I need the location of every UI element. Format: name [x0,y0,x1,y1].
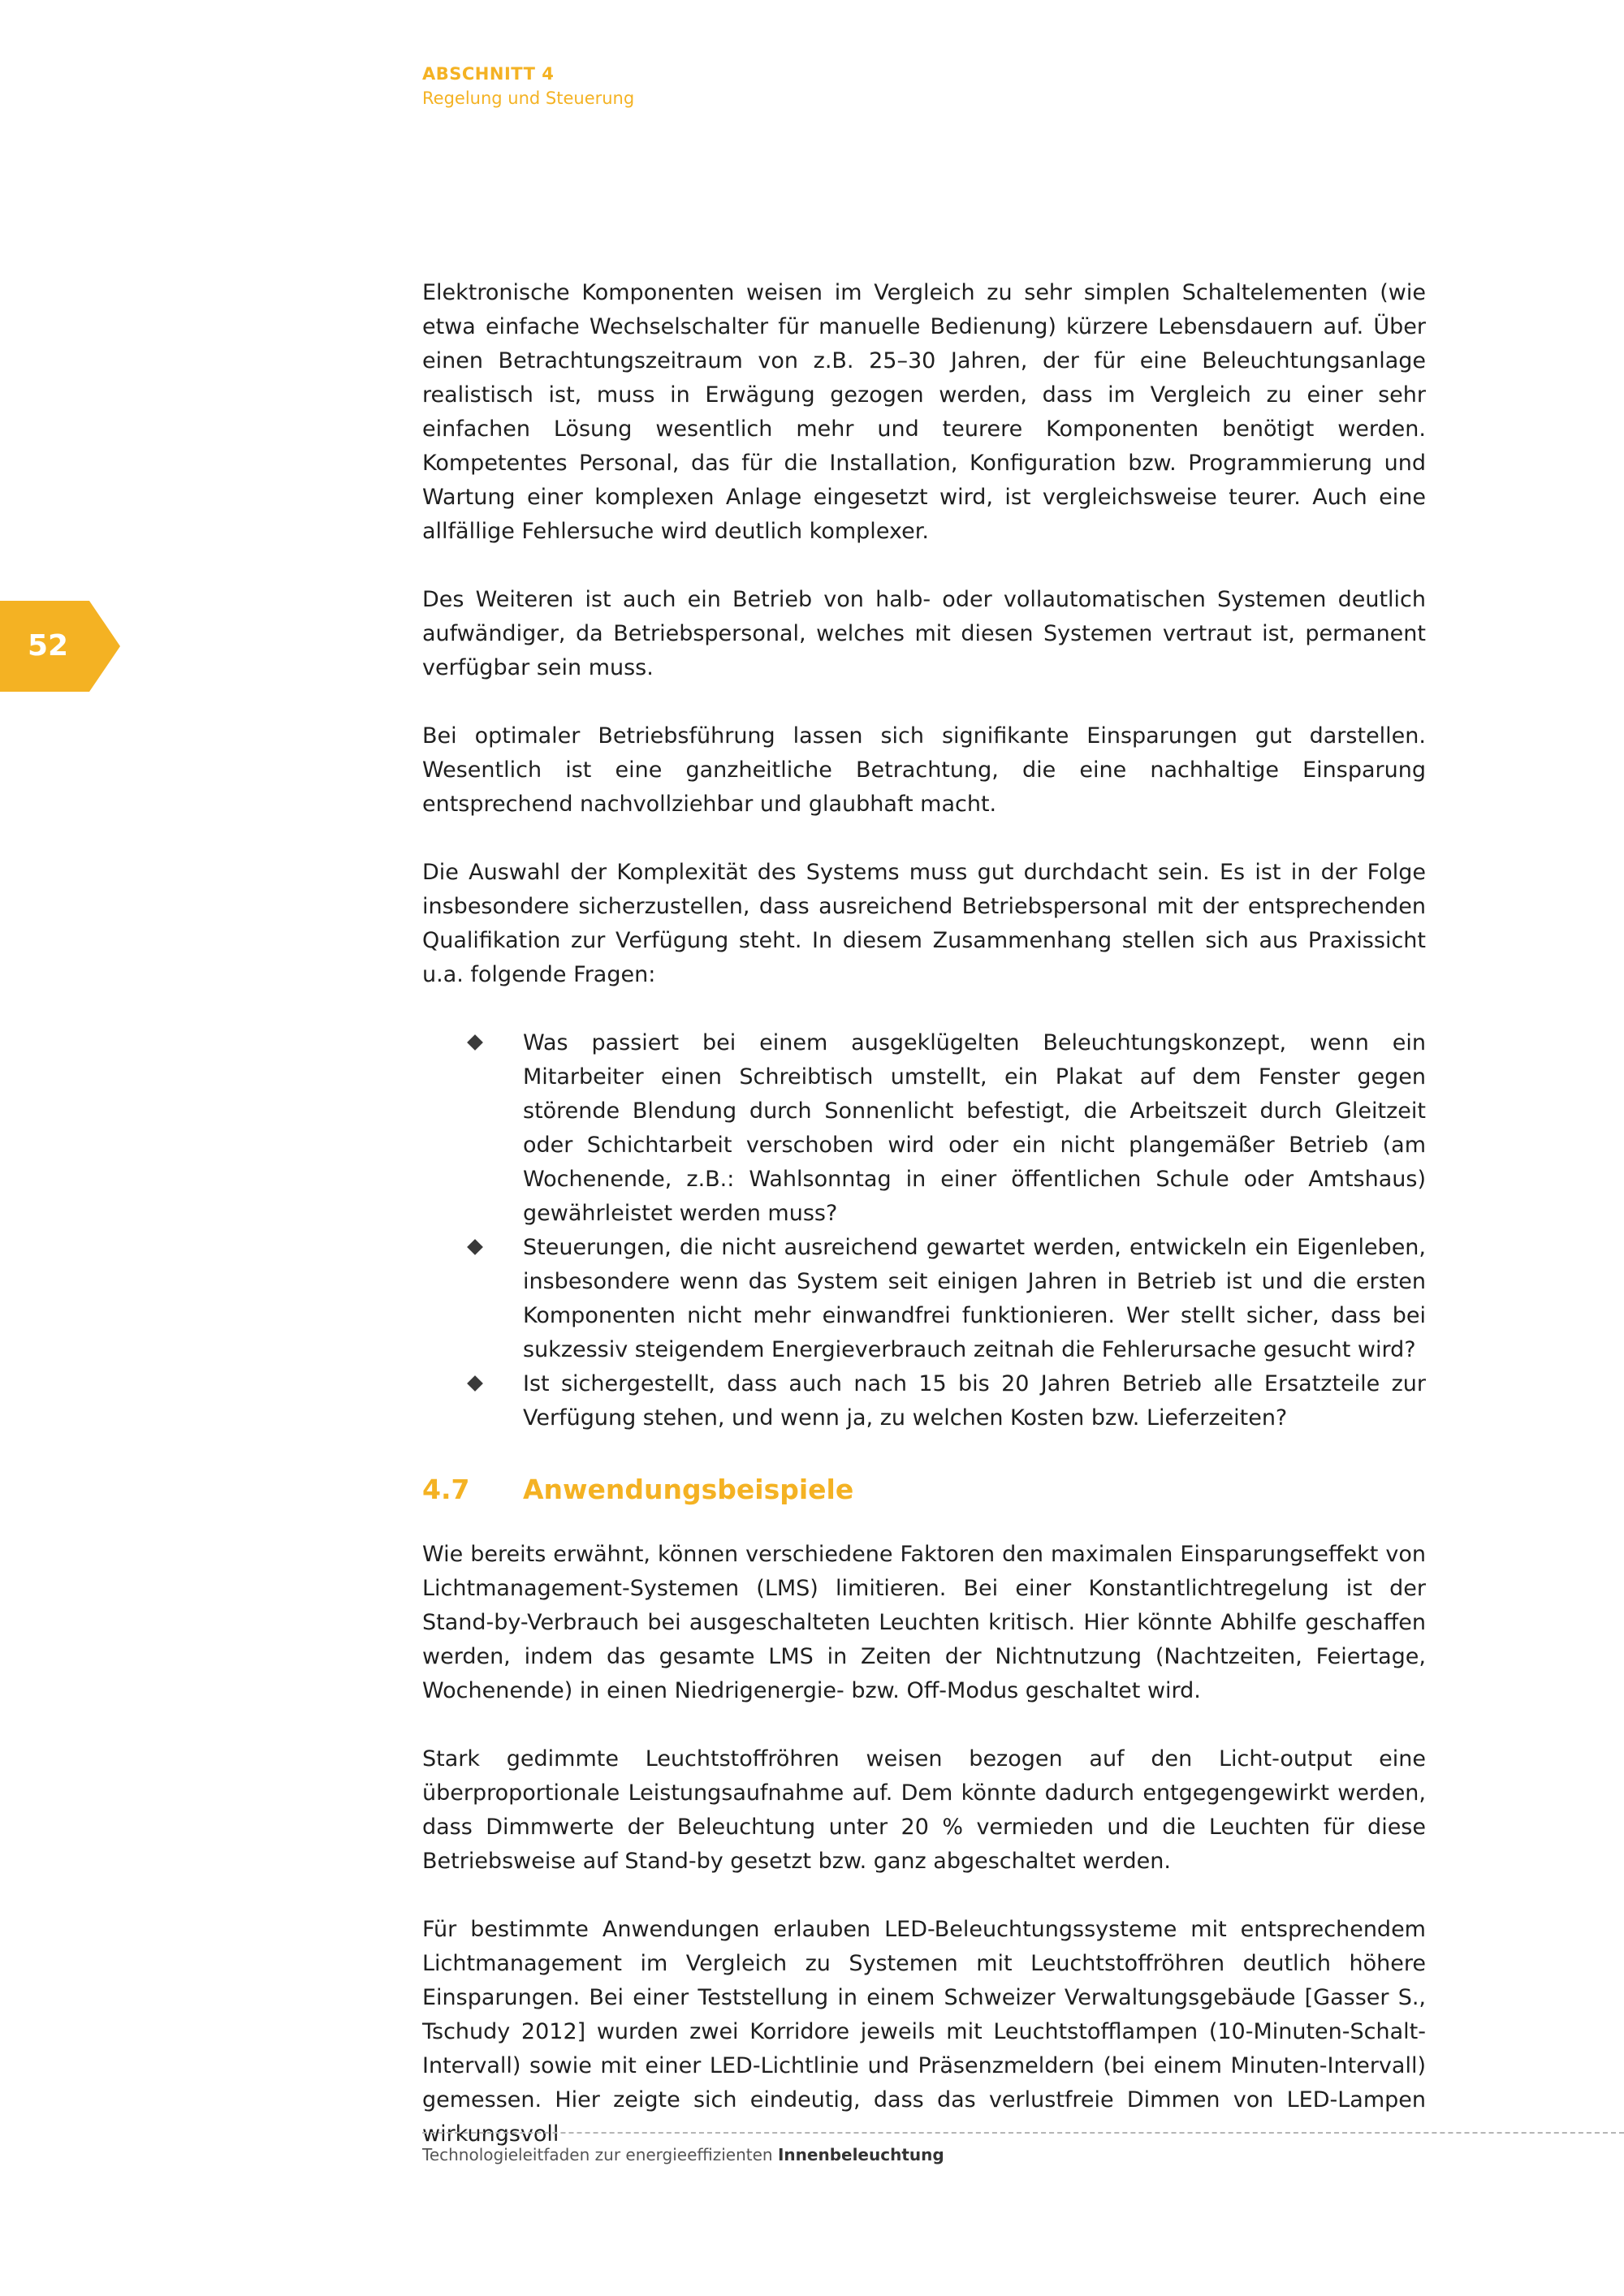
diamond-bullet-icon [467,1034,483,1051]
list-item [422,1231,1426,1367]
paragraph-section-1: Wie bereits erwähnt, können verschiedene Faktoren den maximalen Einsparungseffekt von Lichtmanagement-Systemen (LMS) limitieren. Bei einer Konstantlichtregelung ist der Stand-by-Verbrauch bei ausgeschalteten Leuchten kritisch. Hier könnte Abhilfe geschaffen werden, indem das gesamte LMS in Zeiten der Nichtnutzung (Nachtzeiten, Feiertage, Wochenende) in einen Niedrigenergie- bzw. Off-Modus geschaltet wird. [422,1542,1426,1703]
list-item-text: Ist sichergestellt, dass auch nach 15 bis 20 Jahren Betrieb alle Ersatzteile zur Verfügung stehen, und wenn ja, zu welchen Kosten bzw. Lieferzeiten? [523,1371,1426,1431]
page-number-tab [0,601,120,692]
diamond-bullet-icon [467,1239,483,1255]
paragraph-intro-2: Des Weiteren ist auch ein Betrieb von halb- oder vollautomatischen Systemen deutlich aufwändiger, da Betriebspersonal, welches mit diesen Systemen vertraut ist, permanent verfügbar sein muss. [422,587,1426,680]
paragraph-intro-1: Elektronische Komponenten weisen im Vergleich zu sehr simplen Schaltelementen (wie etwa einfache Wechselschalter für manuelle Bedienung) kürzere Lebensdauern auf. Über einen Betrachtungszeitraum von z.B. 25–30 Jahren, der für eine Beleuchtungsanlage realistisch ist, muss in Erwägung gezogen werden, dass im Vergleich zu einer sehr einfachen Lösung wesentlich mehr und teurere Komponenten benötigt werden. Kompetentes Personal, das für die Installation, Konfiguration bzw. Programmierung und Wartung einer komplexen Anlage eingesetzt wird, ist vergleichsweise teurer. Auch eine allfällige Fehlersuche wird deutlich komplexer. [422,280,1426,544]
list-item [422,1026,1426,1231]
list-item-text: Was passiert bei einem ausgeklügelten Beleuchtungskonzept, wenn ein Mitarbeiter einen Schreibtisch umstellt, ein Plakat auf dem Fenster gegen störende Blendung durch Sonnenlicht befestigt, die Arbeitszeit durch Gleitzeit oder Schichtarbeit verschoben wird oder ein nicht plangemäßer Betrieb (am Wochenende, z.B.: Wahlsonntag in einer öffentlichen Schule oder Amtshaus) gewährleistet werden muss? [523,1030,1426,1226]
section-title: Anwendungsbeispiele [523,1474,854,1505]
paragraph-intro-3: Bei optimaler Betriebsführung lassen sich signifikante Einsparungen gut darstellen. Wesentlich ist eine ganzheitliche Betrachtung, die eine nachhaltige Einsparung entsprechend nachvollziehbar und glaubhaft macht. [422,723,1426,817]
question-list [422,1026,1426,1435]
paragraph-section-2: Stark gedimmte Leuchtstoffröhren weisen bezogen auf den Licht-output eine überproportionale Leistungsaufnahme auf. Dem könnte dadurch entgegengewirkt werden, dass Dimmwerte der Beleuchtung unter 20 % vermieden und die Leuchten für diese Betriebsweise auf Stand-by gesetzt bzw. ganz abgeschaltet werden. [422,1746,1426,1874]
section-number: 4.7 [422,1474,470,1505]
footer-divider [422,2132,1624,2134]
running-header [422,62,634,110]
footer-bold-text: Innenbeleuchtung [777,2145,944,2164]
page-number: 52 [28,629,69,662]
list-item-text: Steuerungen, die nicht ausreichend gewartet werden, entwickeln ein Eigenleben, insbesondere wenn das System seit einigen Jahren in Betrieb ist und die ersten Komponenten nicht mehr einwandfrei funktionieren. Wer stellt sicher, dass bei sukzessiv steigendem Energieverbrauch zeitnah die Fehlerursache gesucht wird? [523,1235,1426,1362]
main-content [422,276,1426,2186]
footer-text: Technologieleitfaden zur energieeffizienten [422,2145,778,2164]
section-heading [422,1470,1426,1510]
section-subtitle: Regelung und Steuerung [422,88,635,108]
section-label: ABSCHNITT 4 [422,64,555,84]
list-item [422,1367,1426,1435]
running-footer [422,2145,944,2164]
diamond-bullet-icon [467,1375,483,1392]
paragraph-intro-4: Die Auswahl der Komplexität des Systems muss gut durchdacht sein. Es ist in der Folge insbesondere sicherzustellen, dass ausreichend Betriebspersonal mit der entsprechenden Qualifikation zur Verfügung steht. In diesem Zusammenhang stellen sich aus Praxissicht u.a. folgende Fragen: [422,860,1426,987]
paragraph-section-3: Für bestimmte Anwendungen erlauben LED-Beleuchtungssysteme mit entsprechendem Lichtmanagement im Vergleich zu Systemen mit Leuchtstoffröhren deutlich höhere Einsparungen. Bei einer Teststellung in einem Schweizer Verwaltungsgebäude [Gasser S., Tschudy 2012] wurden zwei Korridore jeweils mit Leuchtstofflampen (10-Minuten-Schalt-Intervall) sowie mit einer LED-Lichtlinie und Präsenzmeldern (bei einem Minuten-Intervall) gemessen. Hier zeigte sich eindeutig, dass das verlustfreie Dimmen von LED-Lampen wirkungsvoll [422,1917,1426,2147]
